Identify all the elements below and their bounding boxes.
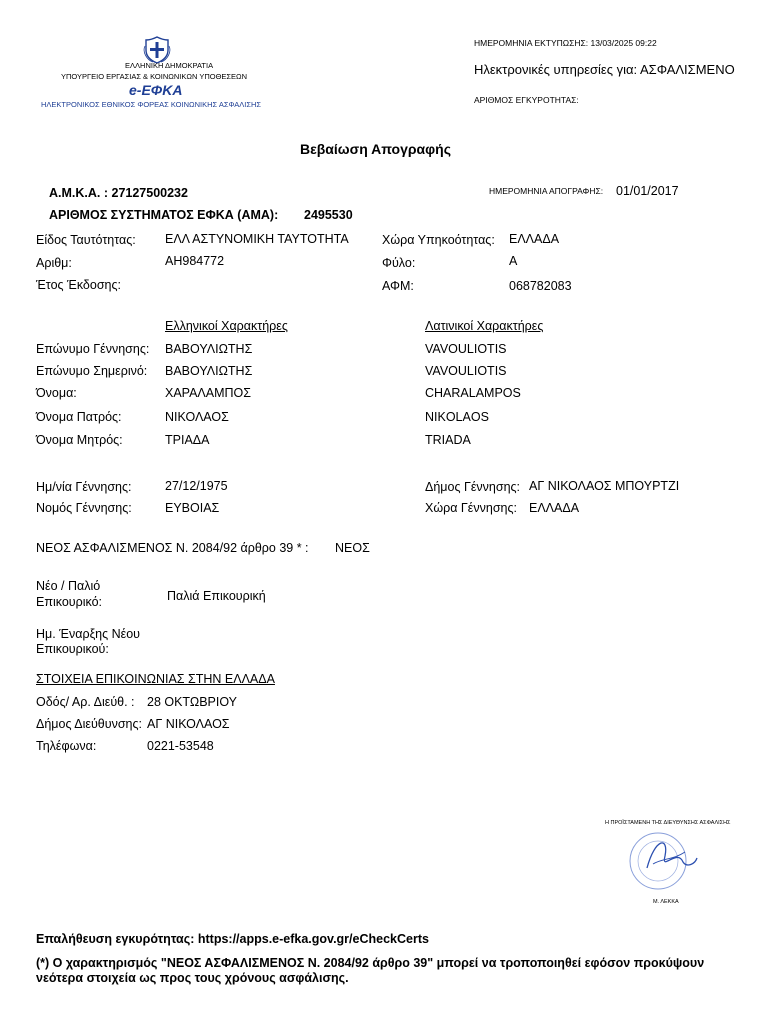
aux-start-label-line2: Επικουρικού: xyxy=(36,642,109,656)
father-name-latin: NIKOLAOS xyxy=(425,410,489,424)
first-name-greek: ΧΑΡΑΛΑΜΠΟΣ xyxy=(165,386,251,400)
greek-coat-of-arms-icon xyxy=(143,36,171,64)
current-surname-latin: VAVOULIOTIS xyxy=(425,364,507,378)
first-name-label: Όνομα: xyxy=(36,386,77,400)
phone-label: Τηλέφωνα: xyxy=(36,739,97,753)
phone: 0221-53548 xyxy=(147,739,214,753)
logo-line-ministry: ΥΠΟΥΡΓΕΙΟ ΕΡΓΑΣΙΑΣ & ΚΟΙΝΩΝΙΚΩΝ ΥΠΟΘΕΣΕΩΝ xyxy=(61,72,248,81)
id-number: ΑΗ984772 xyxy=(165,254,225,268)
birth-country-label: Χώρα Γέννησης: xyxy=(425,501,517,515)
birth-municipality-label: Δήμος Γέννησης: xyxy=(425,480,521,494)
afm: 068782083 xyxy=(509,279,572,293)
id-type: ΕΛΛ ΑΣΤΥΝΟΜΙΚΗ ΤΑΥΤΟΤΗΤΑ xyxy=(165,232,349,246)
new-insured-value: ΝΕΟΣ xyxy=(335,541,370,555)
latin-chars-header: Λατινικοί Χαρακτήρες xyxy=(425,319,544,333)
birth-prefecture-label: Νομός Γέννησης: xyxy=(36,501,132,515)
citizenship-label: Χώρα Υπηκοότητας: xyxy=(382,233,495,247)
brand-logo: e-ΕΦΚΑ xyxy=(129,82,183,98)
id-number-label: Αριθμ: xyxy=(36,256,72,270)
street-label: Οδός/ Αρ. Διεύθ. : xyxy=(36,695,135,709)
aux-value: Παλιά Επικουρική xyxy=(167,589,266,603)
aux-label-line2: Επικουρικό: xyxy=(36,595,103,609)
amka: Α.Μ.Κ.Α. : 27127500232 xyxy=(49,186,188,200)
logo-subtitle: ΗΛΕΚΤΡΟΝΙΚΟΣ ΕΘΝΙΚΟΣ ΦΟΡΕΑΣ ΚΟΙΝΩΝΙΚΗΣ ΑΣΦΑΛΙΣΗΣ xyxy=(41,100,262,109)
current-surname-greek: ΒΑΒΟΥΛΙΩΤΗΣ xyxy=(165,364,253,378)
new-insured-label: ΝΕΟΣ ΑΣΦΑΛΙΣΜΕΝΟΣ Ν. 2084/92 άρθρο 39 * : xyxy=(36,541,309,555)
gender-label: Φύλο: xyxy=(382,256,416,270)
birth-surname-greek: ΒΑΒΟΥΛΙΩΤΗΣ xyxy=(165,342,253,356)
footnote: (*) Ο χαρακτηρισμός "ΝΕΟΣ ΑΣΦΑΛΙΣΜΕΝΟΣ Ν. 2084/92 άρθρο 39" μπορεί να τροποποιηθεί εφόσον προκύψουν νεότερα στοιχεία ως προς τους χρόνους ασφάλισης. xyxy=(36,956,705,985)
birth-date-label: Ημ/νία Γέννησης: xyxy=(36,480,132,494)
birth-municipality: ΑΓ ΝΙΚΟΛΑΟΣ ΜΠΟΥΡΤΖΙ xyxy=(529,479,680,493)
aux-start-label-line1: Ημ. Έναρξης Νέου xyxy=(36,627,140,641)
birth-date: 27/12/1975 xyxy=(165,479,228,493)
mother-name-label: Όνομα Μητρός: xyxy=(36,433,123,447)
street: 28 ΟΚΤΩΒΡΙΟΥ xyxy=(147,695,237,709)
greek-chars-header: Ελληνικοί Χαρακτήρες xyxy=(165,319,288,333)
ama-value: 2495530 xyxy=(304,208,353,222)
registration-date-label: ΗΜΕΡΟΜΗΝΙΑ ΑΠΟΓΡΑΦΗΣ: xyxy=(489,186,604,196)
afm-label: ΑΦΜ: xyxy=(382,279,414,293)
first-name-latin: CHARALAMPOS xyxy=(425,386,521,400)
gender: Α xyxy=(509,254,518,268)
validity-number-label: ΑΡΙΘΜΟΣ ΕΓΚΥΡΟΤΗΤΑΣ: xyxy=(474,95,579,105)
address-municipality: ΑΓ ΝΙΚΟΛΑΟΣ xyxy=(147,717,230,731)
mother-name-greek: ΤΡΙΑΔΑ xyxy=(165,433,210,447)
contact-header: ΣΤΟΙΧΕΙΑ ΕΠΙΚΟΙΝΩΝΙΑΣ ΣΤΗΝ ΕΛΛΑΔΑ xyxy=(36,672,275,686)
father-name-label: Όνομα Πατρός: xyxy=(36,410,122,424)
issue-year-label: Έτος Έκδοσης: xyxy=(36,278,121,292)
address-municipality-label: Δήμος Διεύθυνσης: xyxy=(36,717,142,731)
ama-label: ΑΡΙΘΜΟΣ ΣΥΣΤΗΜΑΤΟΣ ΕΦΚΑ (ΑΜΑ): xyxy=(49,208,279,222)
page-title: Βεβαίωση Απογραφής xyxy=(300,141,452,157)
registration-date: 01/01/2017 xyxy=(616,184,679,198)
birth-country: ΕΛΛΑΔΑ xyxy=(529,501,580,515)
id-type-label: Είδος Ταυτότητας: xyxy=(36,233,136,247)
services-line: Ηλεκτρονικές υπηρεσίες για: ΑΣΦΑΛΙΣΜΕΝΟ xyxy=(474,62,735,77)
mother-name-latin: TRIADA xyxy=(425,433,471,447)
print-date: ΗΜΕΡΟΜΗΝΙΑ ΕΚΤΥΠΩΣΗΣ: 13/03/2025 09:22 xyxy=(474,38,657,48)
logo-line-republic: ΕΛΛΗΝΙΚΗ ΔΗΜΟΚΡΑΤΙΑ xyxy=(125,61,214,70)
aux-label-line1: Νέο / Παλιό xyxy=(36,579,101,593)
current-surname-label: Επώνυμο Σημερινό: xyxy=(36,364,148,378)
signature-name: Μ. ΛΕΚΚΑ xyxy=(653,899,679,905)
citizenship: ΕΛΛΑΔΑ xyxy=(509,232,560,246)
signature-title: Η ΠΡΟΪΣΤΑΜΕΝΗ ΤΗΣ ΔΙΕΥΘΥΝΣΗΣ ΑΣΦΑΛΙΣΗΣ xyxy=(605,820,731,826)
birth-prefecture: ΕΥΒΟΙΑΣ xyxy=(165,501,220,515)
father-name-greek: ΝΙΚΟΛΑΟΣ xyxy=(165,410,229,424)
birth-surname-label: Επώνυμο Γέννησης: xyxy=(36,342,150,356)
official-stamp-icon xyxy=(625,828,701,894)
birth-surname-latin: VAVOULIOTIS xyxy=(425,342,507,356)
verification-link[interactable]: Επαλήθευση εγκυρότητας: https://apps.e-efka.gov.gr/eCheckCerts xyxy=(36,932,429,946)
